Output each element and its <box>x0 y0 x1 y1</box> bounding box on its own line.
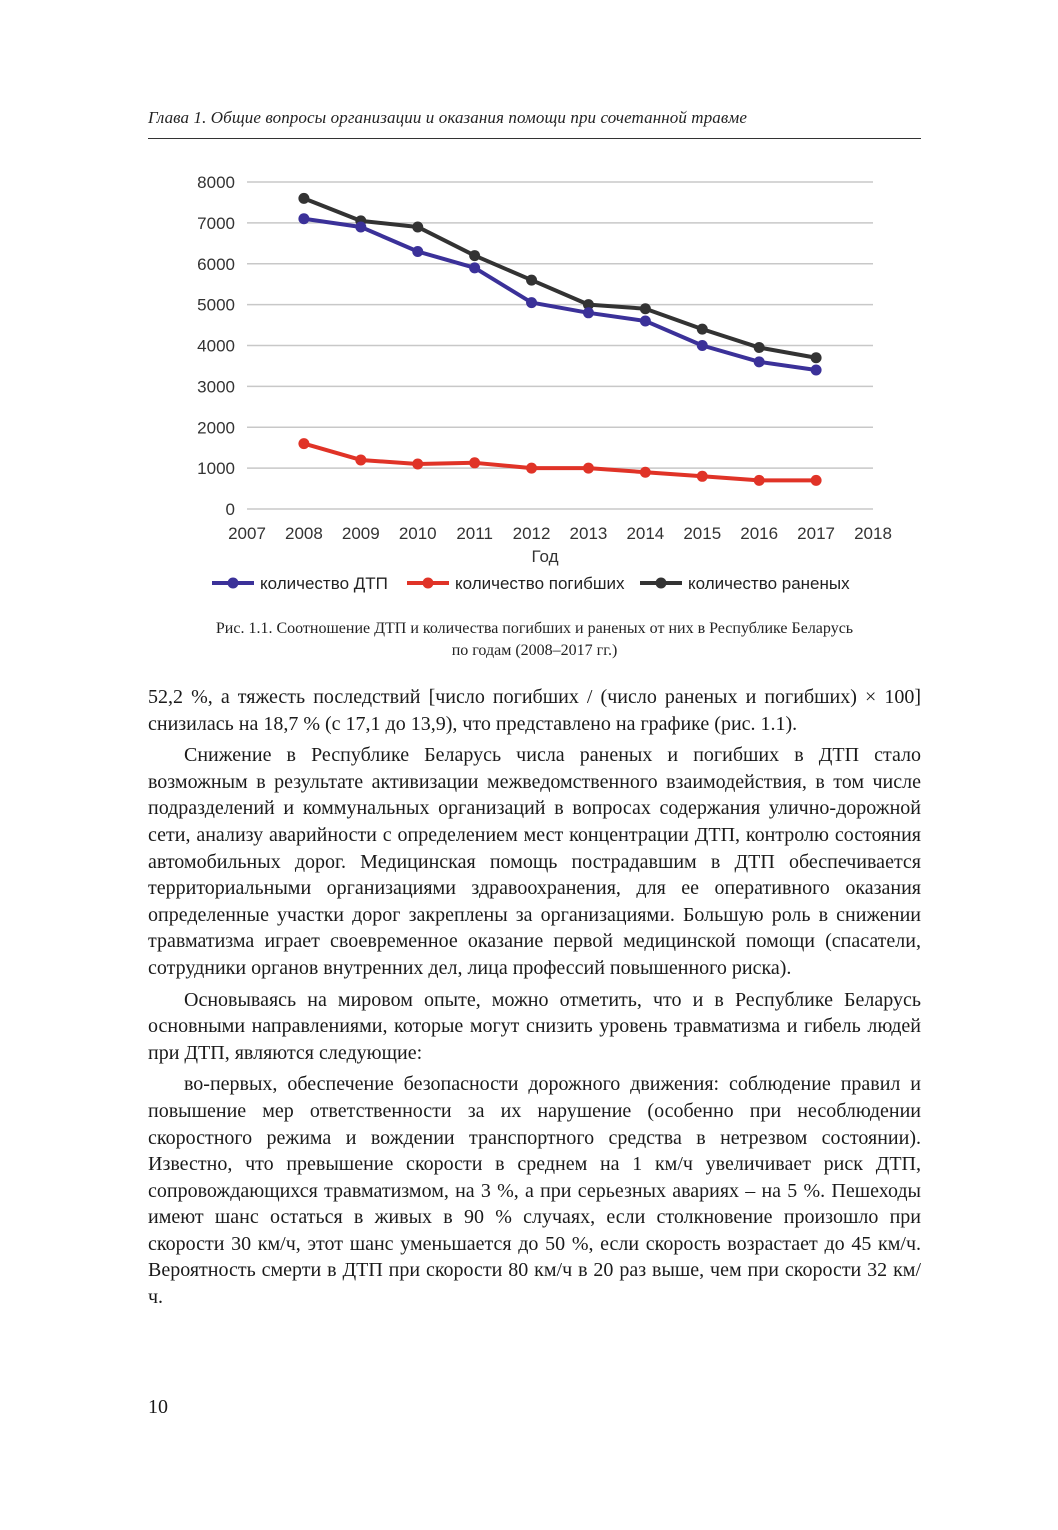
data-point <box>469 262 480 273</box>
x-tick-label: 2007 <box>228 524 266 543</box>
paragraph: 52,2 %, а тяжесть последствий [число погибших / (число раненых и погибших) × 100] снизилась на 18,7 % (с 17,1 до 13,9), что представлено на графике (рис. 1.1). <box>148 686 921 735</box>
x-tick-label: 2009 <box>341 524 380 543</box>
y-tick-label: 0 <box>225 500 235 519</box>
data-point <box>526 275 537 286</box>
grid-lines <box>247 182 873 509</box>
legend-label: количество раненых <box>688 574 850 593</box>
y-tick-labels <box>197 173 235 519</box>
data-point <box>412 459 423 470</box>
body-text <box>148 684 921 1316</box>
paragraph: Основываясь на мировом опыте, можно отметить, что и в Республике Беларусь основными направлениями, которые могут снизить уровень травматизма и гибель людей при ДТП, являются следующие: <box>148 988 921 1064</box>
y-tick-label: 8000 <box>197 173 235 192</box>
data-point <box>355 454 366 465</box>
x-axis-label: Год <box>531 547 559 566</box>
caption-line-1: Рис. 1.1. Соотношение ДТП и количества погибших и раненых от них в Республике Беларусь <box>215 620 854 637</box>
x-tick-label: 2014 <box>626 524 665 543</box>
x-tick-label: 2008 <box>284 524 323 543</box>
y-tick-label: 5000 <box>197 295 235 315</box>
data-point <box>412 221 423 232</box>
data-point <box>526 463 537 474</box>
legend-item <box>640 574 850 593</box>
paragraph: Снижение в Республике Беларусь числа раненых и погибших в ДТП стало возможным в результате активизации межведомственного взаимодействия, в том числе подразделений и коммунальных организаций в вопросах содержания улично-дорожной сети, анализу аварийности с определением мест концентрации ДТП, контролю состояния автомобильных дорог. Медицинская помощь пострадавшим в ДТП обеспечивается территориальными организациями здравоохранения, для ее оперативного оказания определенные участки дорог закреплены за организациями. Большую роль в снижении травматизма играет своевременное оказание первой медицинской помощи (спасатели, сотрудники органов внутренних дел, лица профессий повышенного риска). <box>148 744 921 979</box>
data-point <box>355 221 366 232</box>
data-point <box>469 457 480 468</box>
legend <box>212 574 850 593</box>
data-point <box>754 356 765 367</box>
data-point <box>697 340 708 351</box>
legend-label: количество ДТП <box>260 574 388 593</box>
data-point <box>811 352 822 363</box>
data-point <box>754 475 765 486</box>
x-tick-label: 2016 <box>740 524 779 543</box>
y-tick-label: 6000 <box>197 254 235 274</box>
x-tick-label: 2015 <box>683 524 722 543</box>
series-lines <box>298 193 821 486</box>
figure-caption <box>148 618 921 662</box>
x-tick-labels <box>228 524 892 543</box>
data-point <box>583 307 594 318</box>
x-tick-label: 2012 <box>512 524 551 543</box>
y-tick-label: 1000 <box>197 459 235 479</box>
data-point <box>640 467 651 478</box>
series-line <box>304 444 816 481</box>
x-tick-label: 2011 <box>456 524 493 543</box>
page-number: 10 <box>148 1396 168 1418</box>
series-2 <box>298 193 821 363</box>
data-point <box>298 438 309 449</box>
y-tick-label: 7000 <box>197 213 235 233</box>
data-point <box>811 475 822 486</box>
data-point <box>811 365 822 376</box>
y-tick-label: 3000 <box>197 377 235 397</box>
data-point <box>640 315 651 326</box>
data-point <box>754 342 765 353</box>
running-head: Глава 1. Общие вопросы организации и оказания помощи при сочетанной травме <box>148 108 747 127</box>
y-tick-label: 2000 <box>197 418 235 438</box>
data-point <box>412 246 423 257</box>
legend-label: количество погибших <box>455 574 625 593</box>
data-point <box>640 303 651 314</box>
data-point <box>697 471 708 482</box>
line-chart <box>150 160 920 610</box>
caption-line-2: по годам (2008–2017 гг.) <box>451 642 618 659</box>
legend-swatch-marker <box>423 578 434 589</box>
legend-item <box>407 574 625 593</box>
series-1 <box>298 438 821 486</box>
data-point <box>697 324 708 335</box>
x-tick-label: 2018 <box>854 524 892 543</box>
x-tick-label: 2013 <box>569 524 608 543</box>
data-point <box>298 213 309 224</box>
y-tick-label: 4000 <box>197 336 235 356</box>
data-point <box>526 297 537 308</box>
header-rule <box>148 138 921 139</box>
data-point <box>298 193 309 204</box>
x-tick-label: 2010 <box>398 524 437 543</box>
legend-item <box>212 574 388 593</box>
legend-swatch-marker <box>228 578 239 589</box>
x-tick-label: 2017 <box>797 524 836 543</box>
legend-swatch-marker <box>656 578 667 589</box>
data-point <box>583 463 594 474</box>
paragraph: во-первых, обеспечение безопасности дорожного движения: соблюдение правил и повышение мер ответственности за их нарушение (особенно при несоблюдении скоростного режима и вождении транспортного средства в нетрезвом состоянии). Известно, что превышение скорости в среднем на 1 км/ч увеличивает риск ДТП, сопровождающихся травматизмом, на 3 %, а при серьезных авариях – на 5 %. Пешеходы имеют шанс остаться в живых в 90 % случаях, если столкновение произошло при скорости 30 км/ч, этот шанс уменьшается до 50 %, если скорость возрастает до 45 км/ч. Вероятность смерти в ДТП при скорости 80 км/ч в 20 раз выше, чем при скорости 32 км/ч. <box>148 1073 921 1309</box>
data-point <box>469 250 480 261</box>
